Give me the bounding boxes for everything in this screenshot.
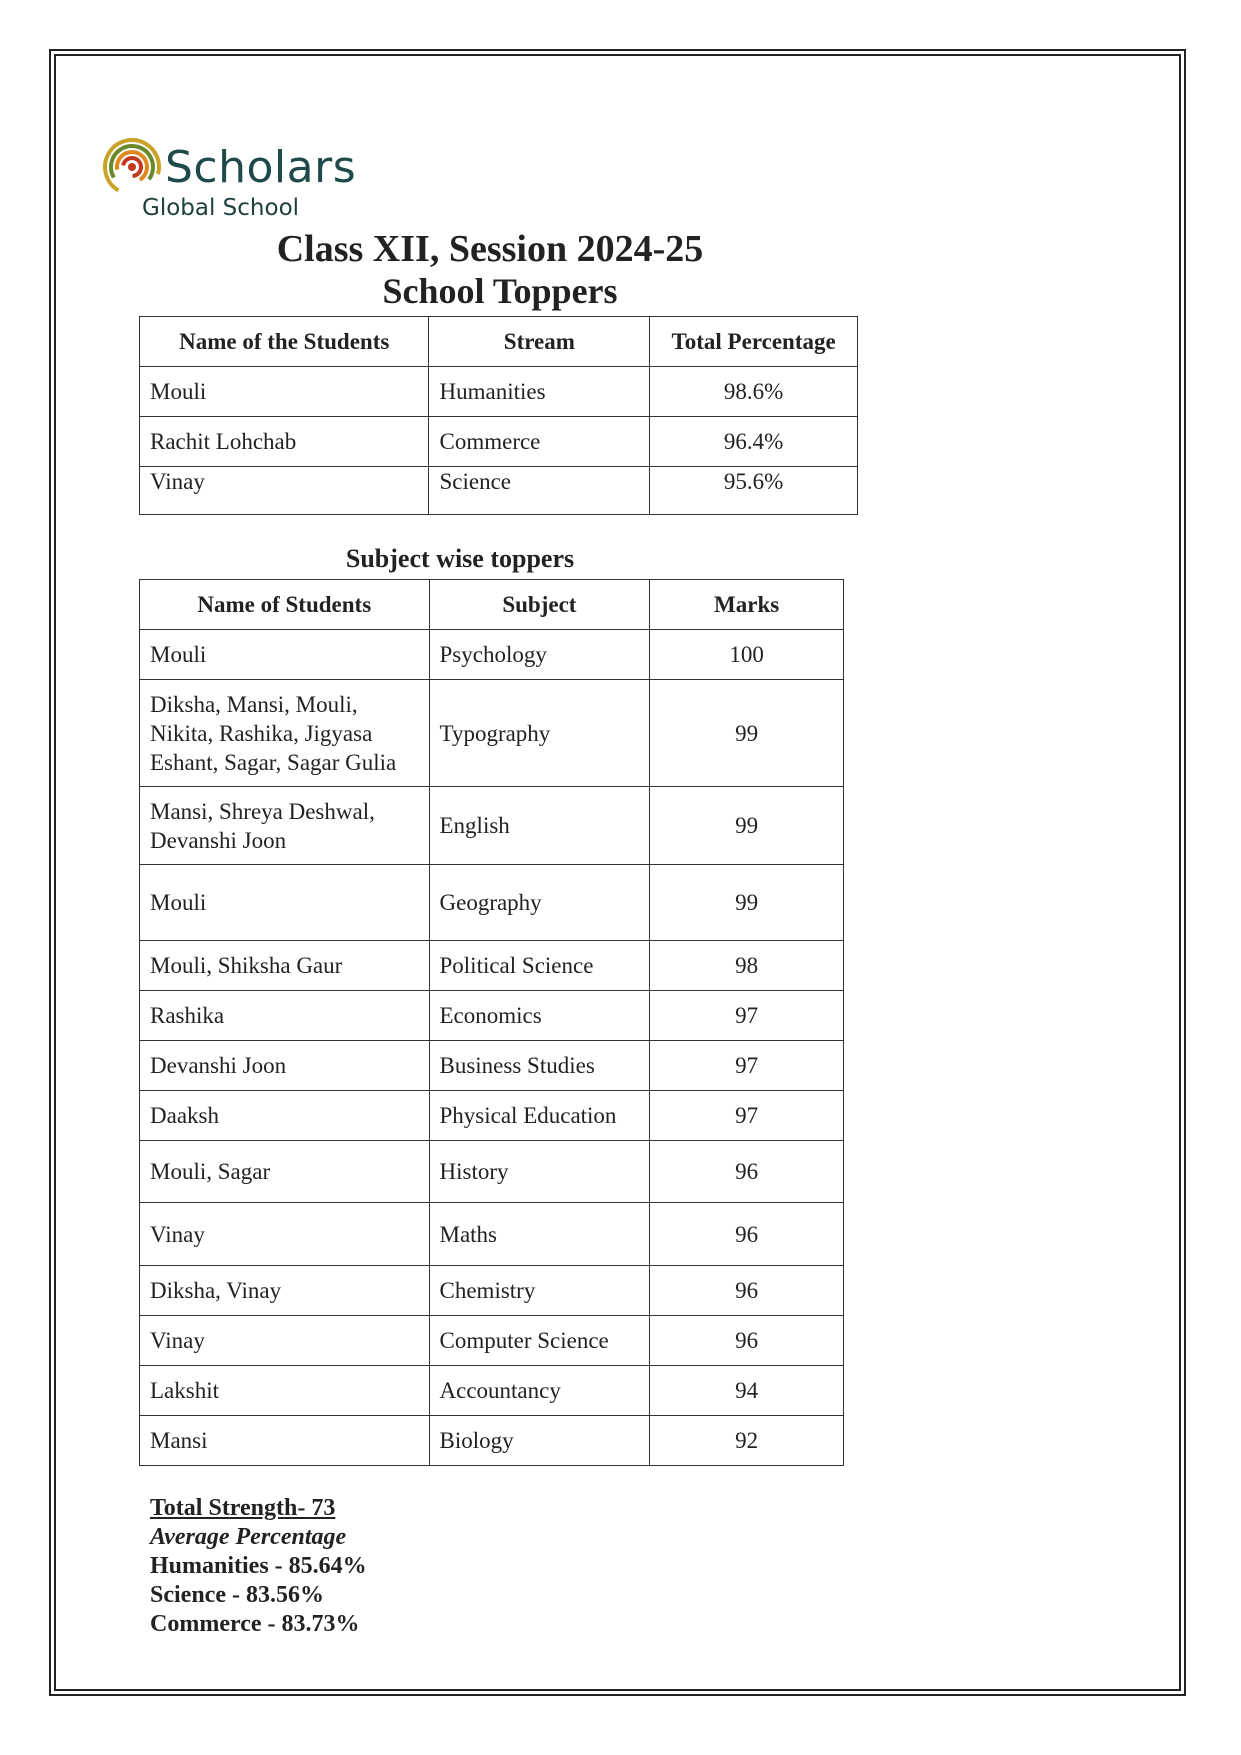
student-names-line: Eshant, Sagar, Sagar Gulia <box>150 749 397 775</box>
marks: 99 <box>650 787 844 865</box>
subject: History <box>429 1141 650 1203</box>
student-names-line: Devanshi Joon <box>150 827 287 853</box>
school-logo <box>102 137 362 225</box>
table-row <box>140 941 844 991</box>
document-subtitle: School Toppers <box>382 271 618 311</box>
subject-toppers-title: Subject wise toppers <box>345 544 575 573</box>
column-header: Name of Students <box>140 580 430 630</box>
marks: 96 <box>650 1141 844 1203</box>
student-names-line: Mouli <box>150 642 207 667</box>
table-header-row <box>140 317 858 367</box>
subject: Economics <box>429 991 650 1041</box>
student-names <box>140 1041 430 1091</box>
student-names-line: Mouli, Sagar <box>150 1159 271 1184</box>
student-names-line: Devanshi Joon <box>150 1053 287 1078</box>
marks: 97 <box>650 991 844 1041</box>
column-header: Subject <box>429 580 650 630</box>
logo-subtitle: Global School <box>142 195 300 221</box>
subject: Accountancy <box>429 1366 650 1416</box>
total-percentage: 98.6% <box>650 367 858 417</box>
table-row <box>140 367 858 417</box>
subject: Psychology <box>429 630 650 680</box>
student-names-line: Mansi, Shreya Deshwal, <box>150 798 375 824</box>
stream: Humanities <box>429 367 650 417</box>
document-title: Class XII, Session 2024-25 <box>276 228 704 270</box>
student-names-line: Vinay <box>150 1328 205 1353</box>
student-names <box>140 941 430 991</box>
marks: 96 <box>650 1203 844 1266</box>
student-name: Rachit Lohchab <box>140 417 429 467</box>
subject-toppers-table <box>139 579 844 1466</box>
subject: Political Science <box>429 941 650 991</box>
student-names-line: Lakshit <box>150 1378 219 1403</box>
humanities-average: Humanities - 85.64% <box>150 1553 367 1579</box>
marks: 99 <box>650 680 844 787</box>
table-row <box>140 1316 844 1366</box>
marks: 99 <box>650 865 844 941</box>
logo-name: Scholars <box>165 142 357 193</box>
student-name: Mouli <box>140 367 429 417</box>
table-header-row <box>140 580 844 630</box>
marks: 97 <box>650 1091 844 1141</box>
table-row <box>140 865 844 941</box>
stream: Science <box>429 467 650 515</box>
student-names-line: Nikita, Rashika, Jigyasa <box>150 720 373 746</box>
student-names <box>140 1416 430 1466</box>
commerce-average: Commerce - 83.73% <box>150 1611 360 1637</box>
subject: Chemistry <box>429 1266 650 1316</box>
subject: Geography <box>429 865 650 941</box>
student-names-line: Diksha, Mansi, Mouli, <box>150 691 358 717</box>
table-row <box>140 787 844 865</box>
student-names <box>140 991 430 1041</box>
student-names <box>140 865 430 941</box>
marks: 100 <box>650 630 844 680</box>
student-names-line: Daaksh <box>150 1103 219 1128</box>
subject: Maths <box>429 1203 650 1266</box>
column-header: Marks <box>650 580 844 630</box>
student-names <box>140 630 430 680</box>
table-row <box>140 680 844 787</box>
table-row <box>140 1141 844 1203</box>
student-names <box>140 787 430 865</box>
table-row <box>140 1203 844 1266</box>
student-names-line: Mouli <box>150 890 207 915</box>
student-names-line: Rashika <box>150 1003 225 1028</box>
column-header: Name of the Students <box>140 317 429 367</box>
table-row <box>140 467 858 515</box>
table-row <box>140 991 844 1041</box>
subject: Physical Education <box>429 1091 650 1141</box>
student-name: Vinay <box>140 467 429 515</box>
table-row <box>140 1091 844 1141</box>
column-header: Stream <box>429 317 650 367</box>
table-row <box>140 1266 844 1316</box>
subject: Typography <box>429 680 650 787</box>
student-names-line: Mansi <box>150 1428 208 1453</box>
marks: 92 <box>650 1416 844 1466</box>
total-percentage: 95.6% <box>650 467 858 515</box>
school-toppers-table <box>139 316 858 515</box>
total-percentage: 96.4% <box>650 417 858 467</box>
stream: Commerce <box>429 417 650 467</box>
subject: Biology <box>429 1416 650 1466</box>
marks: 96 <box>650 1266 844 1316</box>
table-row <box>140 1366 844 1416</box>
marks: 97 <box>650 1041 844 1091</box>
summary-block <box>150 1494 367 1639</box>
student-names <box>140 1316 430 1366</box>
student-names <box>140 1366 430 1416</box>
total-strength: Total Strength- 73 <box>150 1495 336 1521</box>
science-average: Science - 83.56% <box>150 1582 324 1608</box>
student-names-line: Diksha, Vinay <box>150 1278 282 1303</box>
marks: 94 <box>650 1366 844 1416</box>
table-row <box>140 1416 844 1466</box>
student-names-line: Mouli, Shiksha Gaur <box>150 953 343 978</box>
subject: Computer Science <box>429 1316 650 1366</box>
table-row <box>140 417 858 467</box>
student-names-line: Vinay <box>150 1221 205 1247</box>
table-row <box>140 1041 844 1091</box>
marks: 96 <box>650 1316 844 1366</box>
average-percentage-heading: Average Percentage <box>150 1524 347 1550</box>
student-names <box>140 1203 430 1266</box>
student-names <box>140 1091 430 1141</box>
student-names <box>140 1266 430 1316</box>
column-header: Total Percentage <box>650 317 858 367</box>
student-names <box>140 1141 430 1203</box>
student-names <box>140 680 430 787</box>
subject: Business Studies <box>429 1041 650 1091</box>
marks: 98 <box>650 941 844 991</box>
subject: English <box>429 787 650 865</box>
table-row <box>140 630 844 680</box>
